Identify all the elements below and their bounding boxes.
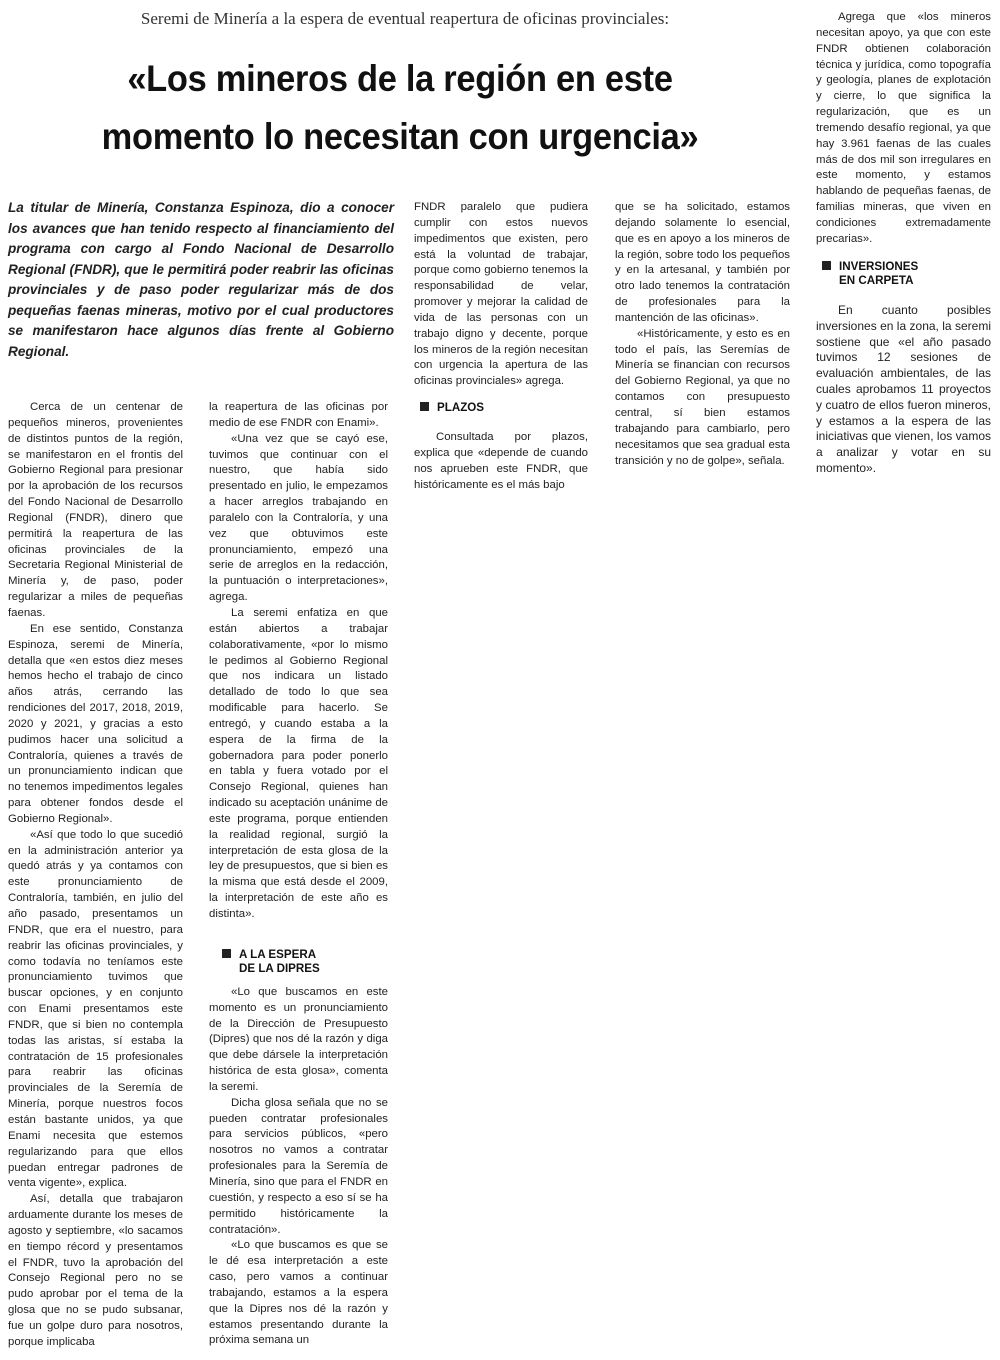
bullet-square-icon — [222, 949, 231, 958]
subhead-inversiones: INVERSIONES EN CARPETA — [822, 260, 918, 288]
lead-paragraph: La titular de Minería, Constanza Espinoza, dio a conocer los avances que han tenido respecto al financiamiento del programa con cargo al Fondo Nacional de Desarrollo Regional (FNDR), que le permitirá poder reabrir las oficinas provinciales y de paso poder regularizar más de dos pequeñas faenas mineras, motivo por el cual productores se manifestaron hace algunos días frente al Gobierno Regional. — [8, 200, 394, 359]
body-paragraph: En cuanto posibles inversiones en la zona, la seremi sostiene que «el año pasado tuvimos 12 sesiones de evaluación ambientales, de las cuales aprobamos 11 proyectos y cuatro de ellos fueron mineros, y estamos a la espera de las iniciativas que vienen, los vamos a analizar y votar en su momento». — [816, 303, 991, 475]
body-paragraph: que se ha solicitado, estamos dejando solamente lo esencial, que es en apoyo a los mineros de la región, sobre todo los pequeños y en la artesanal, y también por otro lado tenemos la contratación de profesionales para la mantención de las oficinas». — [615, 201, 790, 324]
body-paragraph: La seremi enfatiza en que están abiertos a trabajar colaborativamente, «por lo mismo le pedimos al Gobierno Regional que nos indicara un listado detallado de todo lo que sea modificable para hacerlo. Se entregó, y cuando estaba a la espera de la firma de la gobernadora para poder ponerlo en tabla y fuera votado por el Consejo Regional, quienes han indicado su aceptación unánime de este programa, porque entienden la realidad regional, surgió la interpretación de esta glosa de la ley de presupuestos, que si bien es la misma que está desde el 2009, la interpretación de este año es distinta». — [209, 606, 388, 920]
column-5 — [816, 10, 991, 245]
body-paragraph: Cerca de un centenar de pequeños mineros, provenientes de distintos puntos de la región, se manifestaron en el frontis del Gobierno Regional para presionar por la aprobación de los recursos del Fondo Nacional de Desarrollo Regional (FNDR), dinero que permitirá la reapertura de las oficinas provinciales de la Secretaria Regional Ministerial de Minería y, de paso, poder regularizar a miles de pequeñas faenas. — [8, 401, 183, 619]
headline: «Los mineros de la región en este momento lo necesitan con urgencia» — [101, 58, 699, 157]
bullet-square-icon — [420, 402, 429, 411]
body-paragraph: FNDR paralelo que pudiera cumplir con estos nuevos impedimentos que existen, pero está la voluntad de trabajar, porque como gobierno tenemos la responsabilidad de velar, promover y mejorar la calidad de vida de las personas con un trabajo digno y decente, porque los mineros de la región necesitan con urgencia la apertura de las oficinas provinciales» agrega. — [414, 201, 588, 388]
kicker: Seremi de Minería a la espera de eventual reapertura de oficinas provinciales: — [140, 9, 670, 28]
subhead-a-la-espera: A LA ESPERA DE LA DIPRES — [222, 948, 320, 976]
body-paragraph: la reapertura de las oficinas por medio de ese FNDR con Enami». — [209, 401, 388, 429]
body-paragraph: «Así que todo lo que sucedió en la administración anterior ya quedó atrás y ya contamos con este pronunciamiento de Contraloría, también, en julio del año pasado, presentamos un FNDR, que era el nuestro, para reabrir las oficinas provinciales, y como todavía no teníamos este pronunciamiento tuvimos que buscar opciones, y en conjunto con Enami presentamos este FNDR, que si bien no contempla todas las aristas, sí estaba la contratación de 15 profesionales para reabrir las oficinas provinciales de la Seremía de Minería, porque nuestros focos están bastante unidos, ya que Enami necesita que estemos regularizando para que ellos puedan entregar padrones de venta vigente», explica. — [8, 828, 183, 1190]
body-paragraph: «Lo que buscamos es que se le dé esa interpretación a este caso, pero vamos a continuar trabajando, estamos a la espera que la Dipres nos dé la razón y estamos presentando durante la próxima semana un — [209, 1239, 388, 1347]
body-paragraph: Consultada por plazos, explica que «depende de cuando nos aprueben este FNDR, que históricamente es el más bajo — [414, 431, 588, 491]
column-4 — [615, 200, 790, 500]
body-paragraph: Dicha glosa señala que no se pueden contratar profesionales para servicios públicos, «pero nosotros no vamos a contratar profesionales para la Seremía de Minería, sino que para el FNDR en cuestión, y respecto a eso sí se ha permitido históricamente la contratación». — [209, 1096, 388, 1236]
column-6 — [816, 303, 991, 503]
column-3 — [414, 200, 588, 500]
body-paragraph: «Lo que buscamos en este momento es un pronunciamiento de la Dirección de Presupuesto (Dipres) que nos dé la razón y diga que debe dársele la interpretación histórica de esta glosa», comenta la seremi. — [209, 985, 388, 1093]
column-1 — [8, 400, 183, 1356]
subhead-plazos: PLAZOS — [420, 401, 484, 415]
body-paragraph: Así, detalla que trabajaron arduamente durante los meses de agosto y septiembre, «lo sacamos en tiempo récord y presentamos el FNDR, tuvo la aprobación del Consejo Regional pero no se pudo aprobar por el tema de la glosa que no se pudo subsanar, fue un golpe duro para nosotros, porque implicaba — [8, 1193, 183, 1348]
body-paragraph: Agrega que «los mineros necesitan apoyo, ya que con este FNDR obtienen colaboración técnica y jurídica, como topografía y geología, planes de explotación y cierre, lo que significa la regularización, que es un tremendo desafío regional, ya que hay 3.961 faenas de las cuales más de dos mil son irregulares en este momento, y estamos hablando de pequeñas faenas, de familias mineras, que viven en condiciones extremadamente precarias». — [816, 11, 991, 245]
column-2 — [209, 400, 388, 1356]
body-paragraph: «Históricamente, y esto es en todo el país, las Seremías de Minería se financian con recursos del Gobierno Regional, ya que no contamos con presupuesto central, sí bien estamos trabajando para cambiarlo, pero necesitamos que sea gradual esta transición y no de golpe», señala. — [615, 327, 790, 467]
body-paragraph: «Una vez que se cayó ese, tuvimos que continuar con el nuestro, que había sido presentado en julio, le empezamos a hacer arreglos trabajando en paralelo con la Contraloría, y una vez que obtuvimos este pronunciamiento, empezó una serie de arreglos en la redacción, la puntuación o interpretaciones», agrega. — [209, 432, 388, 604]
bullet-square-icon — [822, 261, 831, 270]
body-paragraph: En ese sentido, Constanza Espinoza, seremi de Minería, detalla que «en estos diez meses hemos hecho el trabajo de cinco años atrás, cerrando las rendiciones del 2017, 2018, 2019, 2020 y 2021, y gracias a esto pudimos hacer una solicitud a Contraloría, quienes a través de un pronunciamiento indican que no tenemos impedimentos legales para obtener fondos desde el Gobierno Regional». — [8, 622, 183, 825]
